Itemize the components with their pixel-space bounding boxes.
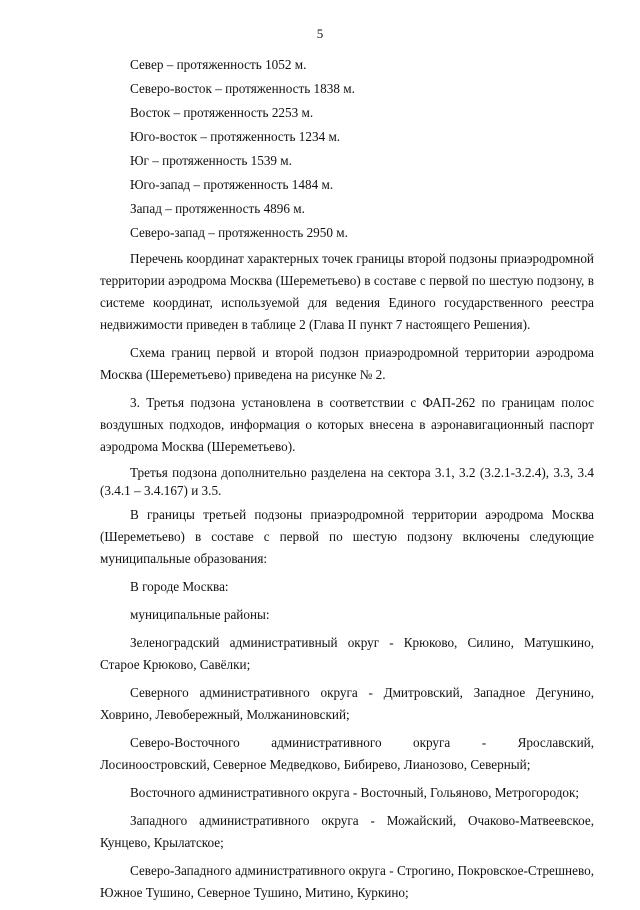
paragraph-east-district: Восточного административного округа - Восточный, Гольяново, Метрогородок; — [130, 785, 580, 800]
direction-south-west: Юго-запад – протяженность 1484 м. — [130, 177, 334, 192]
paragraph-districts-heading: муниципальные районы: — [130, 607, 270, 622]
direction-east: Восток – протяженность 2253 м. — [130, 105, 314, 120]
direction-north-east: Северо-восток – протяженность 1838 м. — [130, 81, 355, 96]
direction-south: Юг – протяженность 1539 м. — [130, 153, 292, 168]
paragraph-third-zone-sectors: Третья подзона дополнительно разделена на сектора 3.1, 3.2 (3.2.1-3.2.4), 3.3, 3.4 (3.4.1 – 3.4.167) и 3.5. — [100, 465, 594, 498]
page-number: 5 — [316, 26, 324, 41]
paragraph-north-east-district: Северо-Восточного административного округа - Ярославский, Лосиноостровский, Северное Медведково, Бибирево, Лианозово, Северный; — [100, 735, 594, 772]
direction-north-west: Северо-запад – протяженность 2950 м. — [130, 225, 348, 240]
paragraph-north-district: Северного административного округа - Дмитровский, Западное Дегунино, Ховрино, Левобережный, Молжаниновский; — [100, 685, 594, 722]
paragraph-scheme: Схема границ первой и второй подзон приаэродромной территории аэродрома Москва (Шереметьево) приведена на рисунке № 2. — [100, 345, 594, 382]
paragraph-north-west-district: Северо-Западного административного округа - Строгино, Покровское-Стрешнево, Южное Тушино, Северное Тушино, Митино, Куркино; — [100, 863, 594, 900]
document-body — [100, 56, 594, 910]
paragraph-west-district: Западного административного округа - Можайский, Очаково-Матвеевское, Кунцево, Крылатское; — [100, 813, 594, 850]
paragraph-third-zone: 3. Третья подзона установлена в соответствии с ФАП-262 по границам полос воздушных подходов, информация о которых внесена в аэронавигационный паспорт аэродрома Москва (Шереметьево). — [100, 395, 594, 454]
paragraph-city: В городе Москва: — [130, 579, 229, 594]
direction-south-east: Юго-восток – протяженность 1234 м. — [130, 129, 341, 144]
paragraph-municipal-intro: В границы третьей подзоны приаэродромной территории аэродрома Москва (Шереметьево) в составе с первой по шестую подзону включены следующие муниципальные образования: — [100, 507, 594, 566]
direction-north: Север – протяженность 1052 м. — [130, 57, 307, 72]
paragraph-coordinates-list: Перечень координат характерных точек границы второй подзоны приаэродромной территории аэродрома Москва (Шереметьево) в составе с первой по шестую подзону, в системе координат, используемой для ведения Единого государственного реестра недвижимости приведен в таблице 2 (Глава II пункт 7 настоящего Решения). — [100, 251, 594, 332]
direction-west: Запад – протяженность 4896 м. — [130, 201, 305, 216]
paragraph-zelenograd: Зеленоградский административный округ - Крюково, Силино, Матушкино, Старое Крюково, Савёлки; — [100, 635, 594, 672]
